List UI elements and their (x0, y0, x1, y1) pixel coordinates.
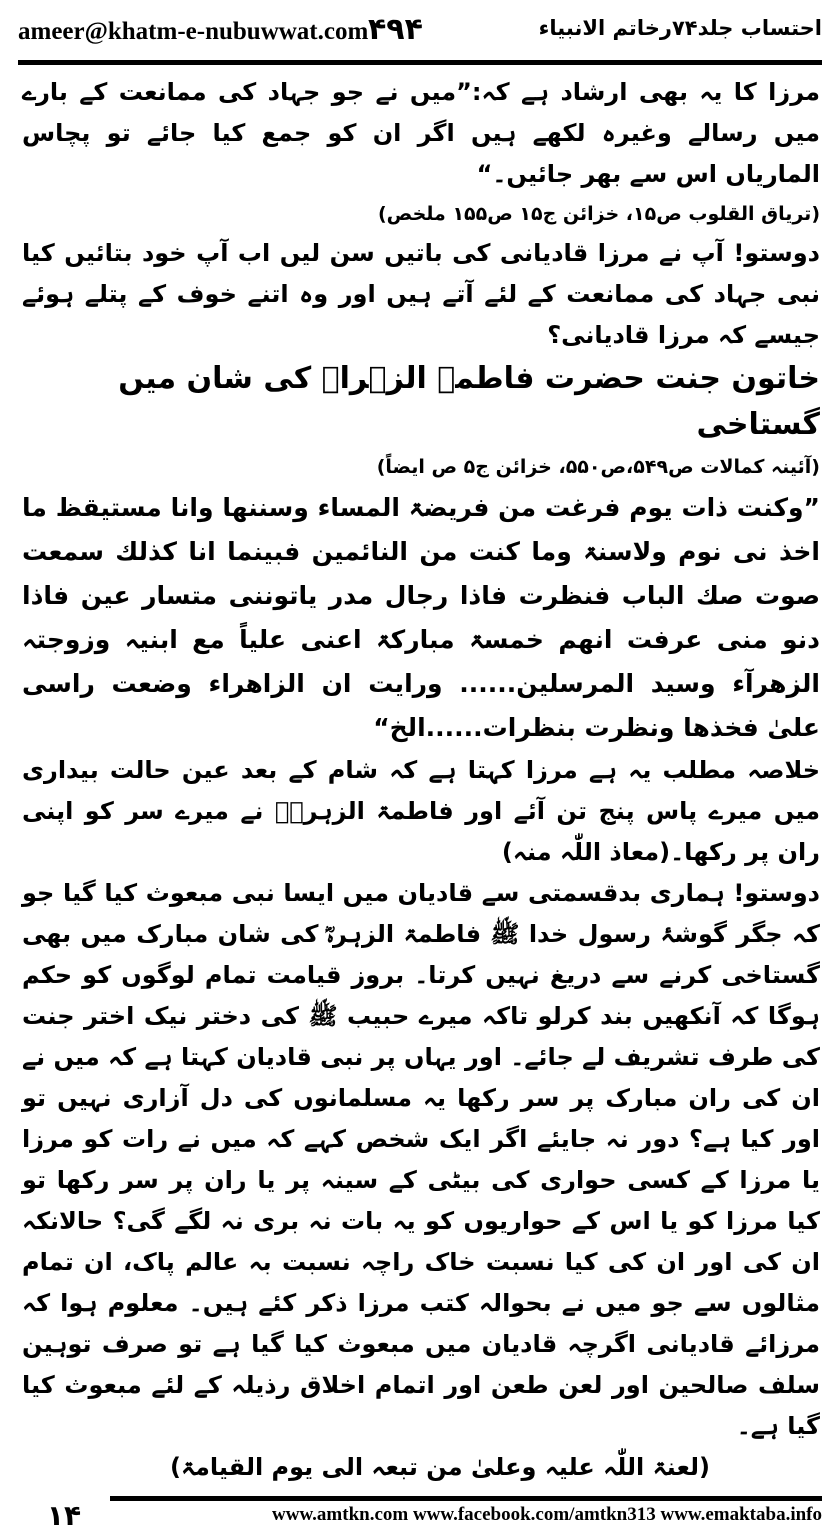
header-email[interactable]: ameer@khatm-e-nubuwwat.com (18, 18, 369, 45)
header-divider (18, 60, 822, 65)
header-page-number: ۴۹۴ (368, 12, 423, 47)
header-book-title: احتساب جلد۷۴رخاتم الانبیاء (538, 16, 822, 40)
paragraph-quote-jihad: مرزا کا یہ بھی ارشاد ہے کہ:”میں نے جو جہاد کی ممانعت کے بارے میں رسالے وغیرہ لکھے ہیں اگر ان کو جمع کیا جائے تو پچاس الماریاں اس سے بھر جائیں۔“ (22, 78, 820, 188)
page-body (22, 72, 820, 1488)
section-heading: خاتون جنت حضرت فاطمۃ الزہراؓ کی شان میں گستاخی (118, 361, 820, 442)
page-footer (18, 1496, 822, 1536)
paragraph-summary: خلاصہ مطلب یہ ہے مرزا کہتا ہے کہ شام کے بعد عین حالت بیداری میں میرے پاس پنج تن آئے اور فاطمۃ الزہرہؓ نے میرے سر کو اپنی ران پر رکھا۔(معاذ اللّٰہ منہ) (22, 756, 820, 866)
paragraph-commentary: دوستو! ہماری بدقسمتی سے قادیان میں ایسا نبی مبعوث کیا گیا جو کہ جگر گوشۂ رسول خدا ﷺ فاطمۃ الزہرہؓ کی شان مبارک میں بھی گستاخی کرنے سے دریغ نہیں کرتا۔ بروز قیامت تمام لوگوں کو حکم ہوگا کہ آنکھیں بند کرلو تاکہ میرے حبیب ﷺ کی دختر نیک اختر جنت کی طرف تشریف لے جائے۔ اور یہاں پر نبی قادیان کہتا ہے کہ میں نے ان کی ران مبارک پر سر رکھا یہ مسلمانوں کی دل آزاری نہیں تو اور کیا ہے؟ دور نہ جایئے اگر ایک شخص کہے کہ میں نے رات کو مرزا یا مرزا کے کسی حواری کی بیٹی کے سینہ پر یا ران پر سر رکھا تو کیا مرزا کو یا اس کے حواریوں کو یہ بات نہ بری نہ لگے گی؟ حالانکہ ان کی اور ان کی کیا نسبت خاک راچہ نسبت بہ عالم پاک، ان تمام مثالوں سے جو میں نے بحوالہ کتب مرزا ذکر کئے ہیں۔ معلوم ہوا کہ مرزائے قادیانی اگرچہ قادیان میں مبعوث کیا گیا ہے تو صرف توہین سلف صالحین اور لعن طعن اور اتمام اخلاق رذیلہ کے لئے مبعوث کیا گیا ہے۔ (22, 879, 820, 1440)
footer-website-links[interactable]: www.amtkn.com www.facebook.com/amtkn313 www.emaktaba.info (272, 1504, 822, 1525)
closing-invocation: (لعنۃ اللّٰہ علیہ وعلیٰ من تبعہ الی یوم القیامۃ) (169, 1453, 710, 1481)
reference-aina-kamalat: (آئینہ کمالات ص۵۴۹،ص۵۵۰، خزائن ج۵ ص ایضاً) (376, 456, 820, 478)
footer-page-number: ۱۴ (46, 1499, 82, 1532)
footer-divider (110, 1496, 822, 1501)
paragraph-question: دوستو! آپ نے مرزا قادیانی کی باتیں سن لیں اب آپ خود بتائیں کیا نبی جہاد کی ممانعت کے لئے آتے ہیں اور وہ اتنے خوف کے پتلے ہوئے جیسے کہ مرزا قادیانی؟ (22, 239, 820, 349)
arabic-quote: ”وکنت ذات یوم فرغت من فریضۃ المساء وسننھا وانا مستیقظ ما اخذ نی نوم ولاسنۃ وما کنت من النائمین فبینما انا کذلك سمعت صوت صك الباب فنظرت فاذا رجال مدر یاتوننی متسار عین فاذا دنو منی عرفت انھم خمسۃ مبارکۃ اعنی علیاً مع ابنیہ وزوجتہ الزھرآء وسید المرسلین...... ورایت ان الزاھراء وضعت راسی علیٰ فخذھا ونظرت بنظرات......الخ“ (22, 493, 820, 742)
page-header (18, 12, 822, 58)
reference-tiryaq: (تریاق القلوب ص۱۵، خزائن ج۱۵ ص۱۵۵ ملخص) (378, 203, 820, 225)
